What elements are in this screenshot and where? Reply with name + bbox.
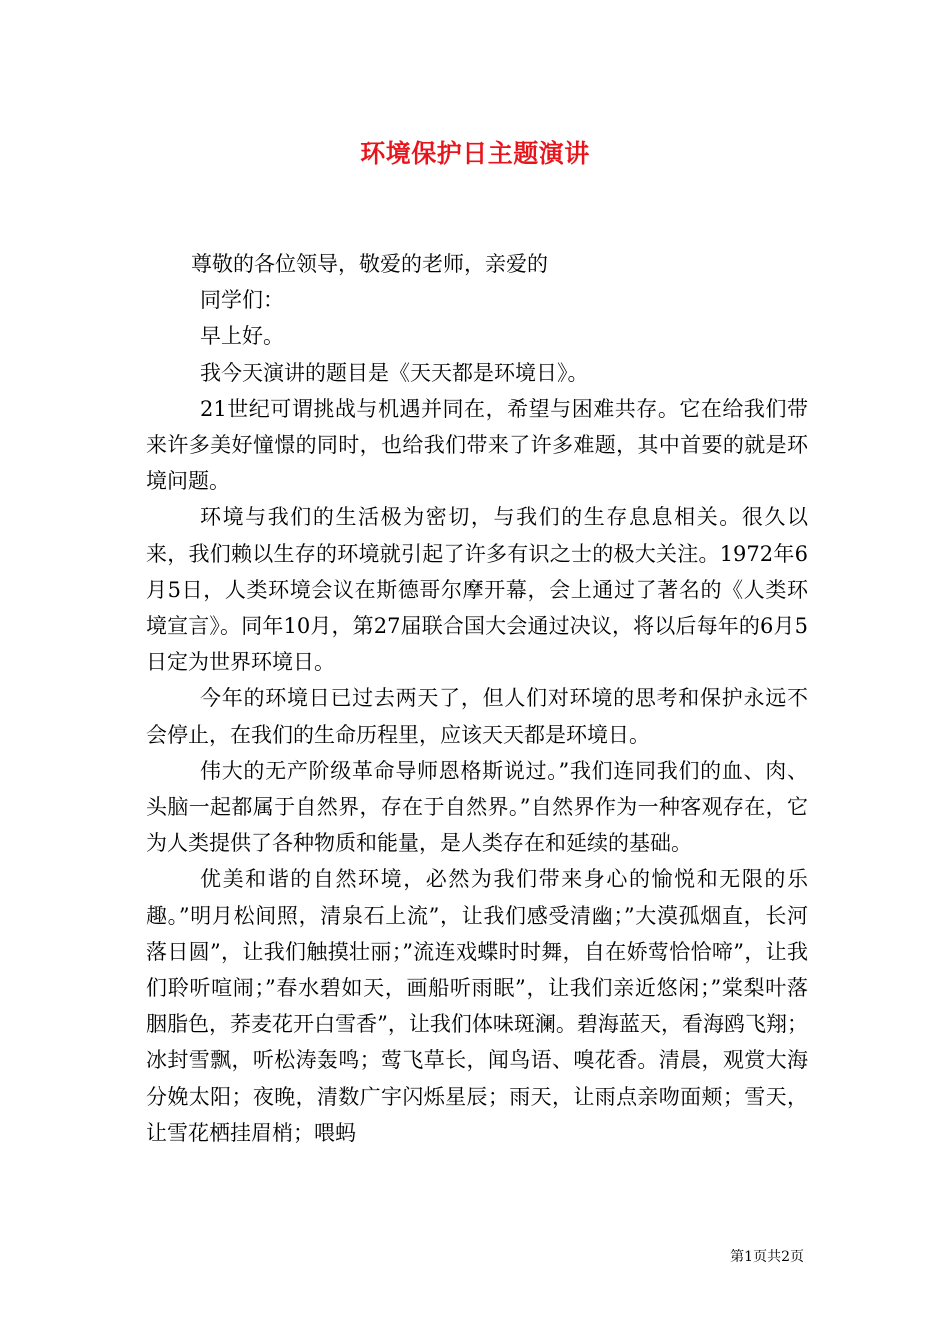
paragraph-body: 环境与我们的生活极为密切，与我们的生存息息相关。很久以来，我们赖以生存的环境就引起了许多有识之士的极大关注。1972年6月5日，人类环境会议在斯德哥尔摩开幕，会上通过了著名的《人类环境宣言》。同年10月，第27届联合国大会通过决议，将以后每年的6月5日定为世界环境日。 [146, 505, 808, 675]
paragraph-topic: 我今天演讲的题目是《天天都是环境日》。 [200, 360, 589, 385]
document-body [146, 246, 808, 1151]
paragraph-body: 今年的环境日已过去两天了，但人们对环境的思考和保护永远不会停止，在我们的生命历程里，应该天天都是环境日。 [146, 686, 808, 747]
paragraph-greeting: 早上好。 [200, 324, 284, 349]
paragraph-body: 伟大的无产阶级革命导师恩格斯说过。”我们连同我们的血、肉、头脑一起都属于自然界，存在于自然界。”自然界作为一种客观存在，它为人类提供了各种物质和能量，是人类存在和延续的基础。 [146, 758, 808, 856]
page-number-footer: 第1页共2页 [730, 1249, 804, 1265]
paragraph-body: 优美和谐的自然环境，必然为我们带来身心的愉悦和无限的乐趣。”明月松间照，清泉石上流”，让我们感受清幽；”大漠孤烟直，长河落日圆”，让我们触摸壮丽；”流连戏蝶时时舞，自在娇莺恰恰啼”，让我们聆听喧闹；”春水碧如天，画船听雨眠”，让我们亲近悠闲；”棠梨叶落胭脂色，荞麦花开白雪香”，让我们体味斑澜。碧海蓝天，看海鸥飞翔；冰封雪飘，听松涛轰鸣；莺飞草长，闻鸟语、嗅花香。清晨，观赏大海分娩太阳；夜晚，清数广宇闪烁星辰；雨天，让雨点亲吻面颊；雪天，让雪花栖挂眉梢；喂蚂 [146, 867, 808, 1145]
paragraph-salutation: 尊敬的各位领导，敬爱的老师，亲爱的 [191, 252, 548, 276]
paragraph-addressee: 同学们： [200, 288, 284, 313]
paragraph-body: 21世纪可谓挑战与机遇并同在，希望与困难共存。它在给我们带来许多美好憧憬的同时，也给我们带来了许多难题，其中首要的就是环境问题。 [146, 396, 808, 494]
document-title: 环境保护日主题演讲 [360, 139, 590, 168]
